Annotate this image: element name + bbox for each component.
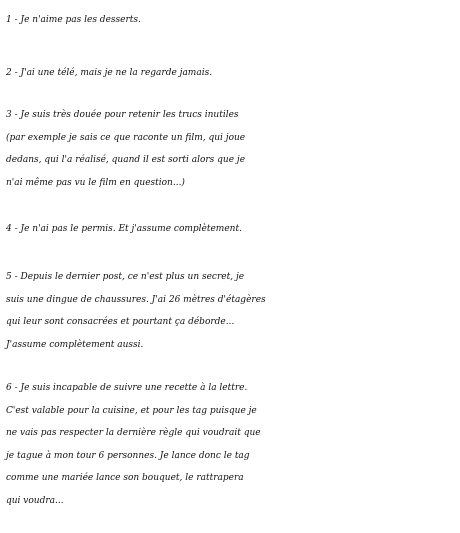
item-6-line-2: C'est valable pour la cuisine, et pour les tag puisque je <box>6 405 257 416</box>
item-3-line-2: (par exemple je sais ce que raconte un film, qui joue <box>6 132 246 143</box>
list-item-5 <box>6 266 458 356</box>
list-item-4 <box>6 218 458 241</box>
item-6-line-5: comme une mariée lance son bouquet, le rattrapera <box>6 473 244 483</box>
item-3-line-4: n'ai même pas vu le film en question...) <box>6 177 185 188</box>
item-6-line-6: qui voudra... <box>6 495 64 506</box>
item-6-line-1: 6 - Je suis incapable de suivre une recette à la lettre. <box>6 383 248 393</box>
item-5-line-1: 5 - Depuis le dernier post, ce n'est plus un secret, je <box>6 272 245 282</box>
list-item-6 <box>6 377 458 512</box>
item-3-line-1: 3 - Je suis très douée pour retenir les trucs inutiles <box>6 110 239 120</box>
item-3-line-3: dedans, qui l'a réalisé, quand il est sorti alors que je <box>6 155 246 165</box>
item-2-line-1: 2 - J'ai une télé, mais je ne la regarde jamais. <box>6 68 213 78</box>
item-1-line-1: 1 - Je n'aime pas les desserts. <box>6 15 141 25</box>
item-5-line-3: qui leur sont consacrées et pourtant ça déborde... <box>6 317 235 327</box>
list-item-3 <box>6 104 458 194</box>
list-item-1 <box>6 9 458 32</box>
item-5-line-4: J'assume complètement aussi. <box>6 339 144 350</box>
item-6-line-4: je tague à mon tour 6 personnes. Je lance donc le tag <box>6 450 250 461</box>
item-5-line-2: suis une dingue de chaussures. J'ai 26 mètres d'étagères <box>6 294 266 305</box>
item-6-line-3: ne vais pas respecter la dernière règle qui voudrait que <box>6 428 261 438</box>
list-item-2 <box>6 62 458 85</box>
item-4-line-1: 4 - Je n'ai pas le permis. Et j'assume complètement. <box>6 224 242 234</box>
